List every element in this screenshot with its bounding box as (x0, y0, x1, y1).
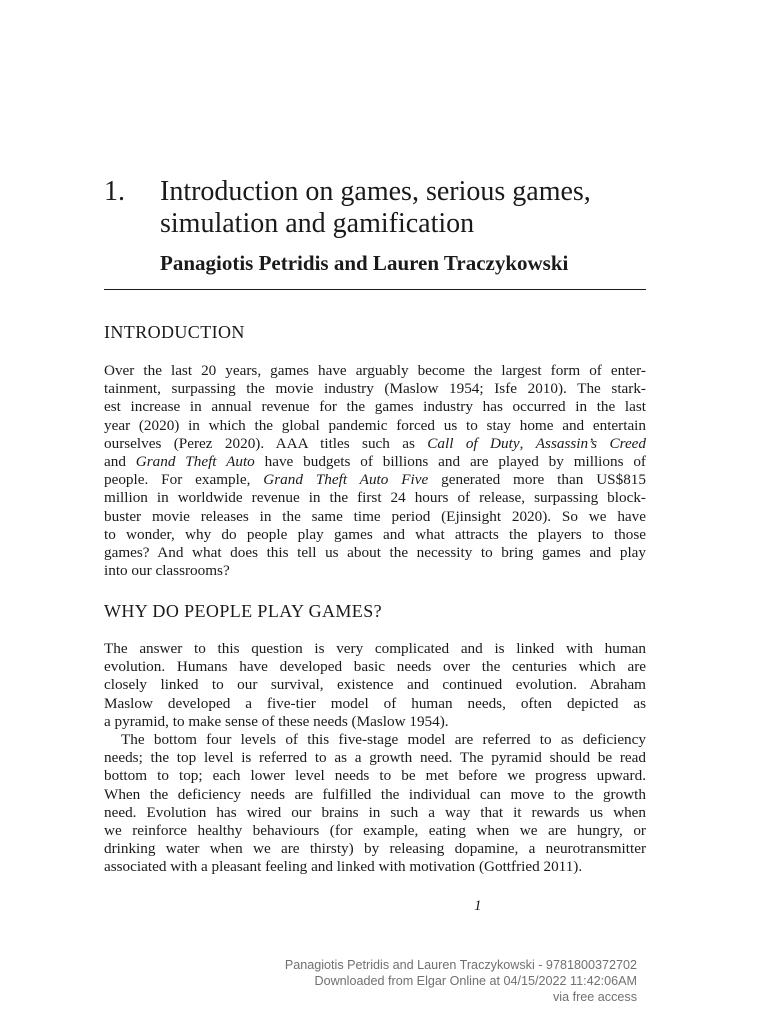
paragraph-line: we reinforce healthy behaviours (for example, eating when we are hungry, or (104, 821, 646, 839)
chapter-number: 1. (104, 176, 125, 207)
paragraph-line: and Grand Theft Auto have budgets of billions and are played by millions of (104, 452, 646, 470)
paragraph-line: ourselves (Perez 2020). AAA titles such as Call of Duty, Assassin’s Creed (104, 434, 647, 452)
why-paragraph-1 (104, 640, 646, 731)
paragraph-line: year (2020) in which the global pandemic forced us to stay home and entertain (104, 416, 646, 434)
download-footer (285, 957, 637, 1005)
paragraph-line: When the deficiency needs are fulfilled the individual can move to the growth (104, 785, 646, 803)
header-rule (104, 289, 646, 290)
paragraph-line: games? And what does this tell us about the necessity to bring games and play (104, 543, 646, 561)
paragraph-line: closely linked to our survival, existence and continued evolution. Abraham (104, 676, 646, 694)
paragraph-line: need. Evolution has wired our brains in such a way that it rewards us when (104, 803, 646, 821)
footer-line-3: via free access (553, 990, 637, 1004)
intro-paragraph (104, 362, 646, 580)
paragraph-line: bottom to top; each lower level needs to be met before we progress upward. (104, 767, 646, 785)
paragraph-line: Maslow developed a five-tier model of human needs, often depicted as (104, 694, 646, 712)
paragraph-line: needs; the top level is referred to as a growth need. The pyramid should be read (104, 749, 646, 767)
chapter-title-line-2: simulation and gamification (160, 208, 475, 239)
paragraph-line: people. For example, Grand Theft Auto Five generated more than US$815 (104, 471, 646, 489)
paragraph-line: est increase in annual revenue for the games industry has occurred in the last (104, 398, 646, 416)
paragraph-line: Over the last 20 years, games have arguably become the largest form of enter- (104, 362, 646, 379)
paragraph-line: associated with a pleasant feeling and linked with motivation (Gottfried 2011). (104, 858, 583, 876)
paragraph-line: The bottom four levels of this five-stage model are referred to as deficiency (121, 731, 646, 748)
paragraph-line: The answer to this question is very complicated and is linked with human (104, 640, 646, 657)
chapter-title-line-1: Introduction on games, serious games, (160, 176, 591, 207)
chapter-title (160, 176, 650, 240)
footer-line-2: Downloaded from Elgar Online at 04/15/2022 11:42:06AM (314, 974, 637, 988)
paragraph-line: to wonder, why do people play games and what attracts the players to those (104, 525, 646, 543)
section-heading-why-play: WHY DO PEOPLE PLAY GAMES? (104, 601, 383, 621)
why-paragraph-2 (104, 731, 646, 877)
paragraph-line: into our classrooms? (104, 562, 230, 580)
paragraph-line: evolution. Humans have developed basic needs over the centuries which are (104, 658, 646, 676)
chapter-authors: Panagiotis Petridis and Lauren Traczykowski (160, 251, 569, 275)
paragraph-line: buster movie releases in the same time period (Ejinsight 2020). So we have (104, 507, 646, 525)
page-number: 1 (474, 898, 482, 914)
paragraph-line: drinking water when we are thirsty) by releasing dopamine, a neurotransmitter (104, 840, 646, 858)
paragraph-line: tainment, surpassing the movie industry (Maslow 1954; Isfe 2010). The stark- (104, 380, 646, 398)
paragraph-line: million in worldwide revenue in the first 24 hours of release, surpassing block- (104, 489, 646, 507)
paragraph-line: a pyramid, to make sense of these needs (Maslow 1954). (104, 712, 449, 730)
footer-line-1: Panagiotis Petridis and Lauren Traczykowski - 9781800372702 (284, 958, 637, 972)
section-heading-introduction: INTRODUCTION (104, 322, 245, 342)
